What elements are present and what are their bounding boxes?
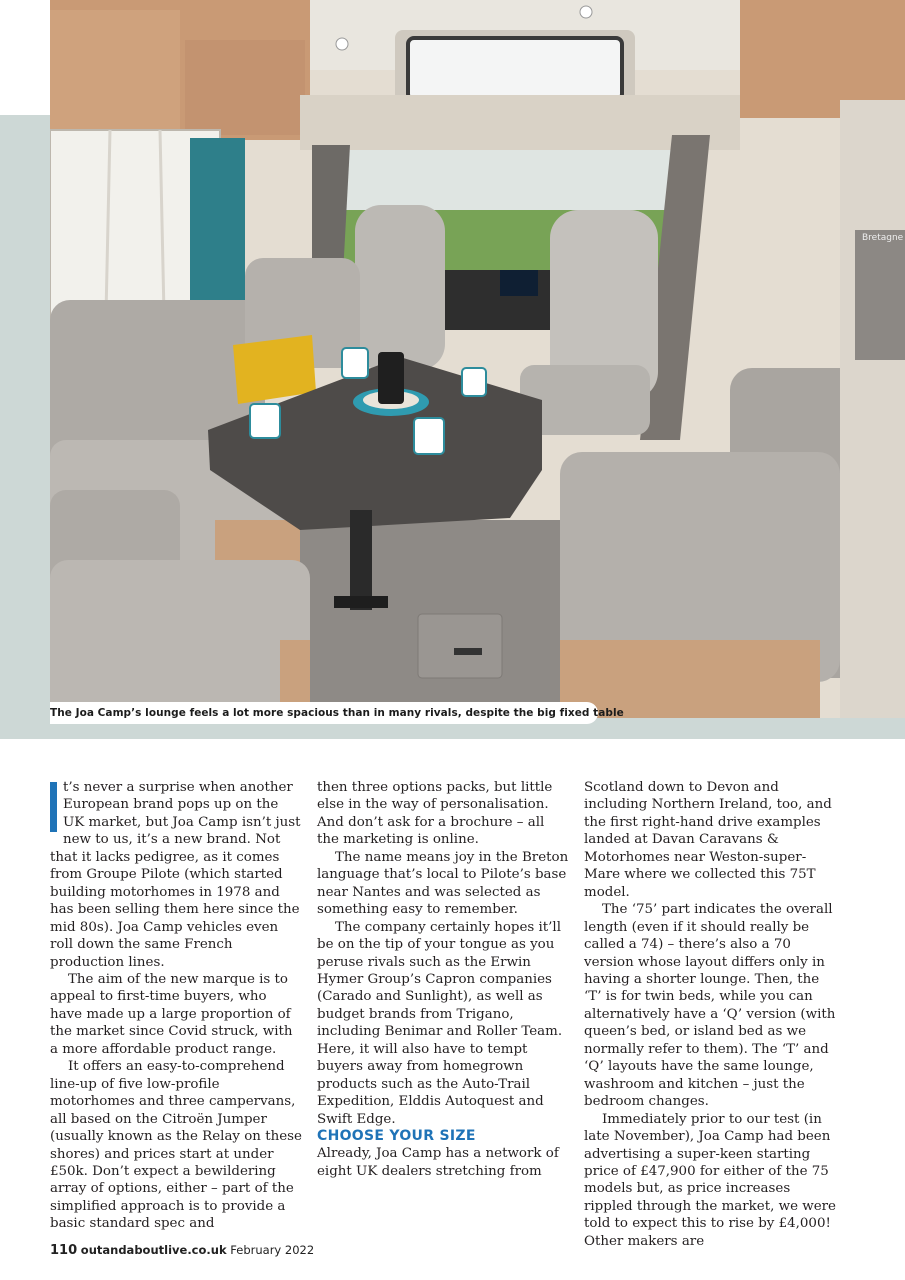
lounge-illustration	[50, 0, 905, 718]
page-footer	[50, 1243, 314, 1258]
paragraph: Already, Joa Camp has a network of eight UK dealers stretching from	[317, 1146, 559, 1179]
paragraph: The company certainly hopes it’ll be on the tip of your tongue as you peruse rivals such as the Erwin Hymer Group’s Capron companies (Carado and Sunlight), as well as budget brands from Trigano, including Benimar and Roller Team. Here, it will also have to tempt buyers away from homegrown products such as the Auto-Trail Expedition, Elddis Autoquest and Swift Edge.	[317, 919, 563, 1127]
paragraph: It offers an easy-to-comprehend line-up of five low-profile motorhomes and three campervans, all based on the Citroën Jumper (usually known as the Relay on these shores) and prices start at under £50k. Don’t expect a bewildering array of options, either – part of the simplified approach is to provide a basic standard spec and	[50, 1059, 302, 1232]
book-spine-text: Bretagne	[862, 233, 904, 243]
page-number: 110	[50, 1243, 78, 1258]
lounge-photo	[50, 0, 905, 718]
paragraph: The aim of the new marque is to appeal to first-time buyers, who have made up a large proportion of the market since Covid struck, with a more affordable product range.	[50, 971, 293, 1057]
paragraph: t’s never a surprise when another European brand pops up on the UK market, but Joa Camp isn’t just new to us, it’s a new brand. Not that it lacks pedigree, as it comes from Groupe Pilote (which started building motorhomes in 1978 and has been selling them here since the mid 80s). Joa Camp vehicles even roll down the same French production lines.	[50, 780, 301, 970]
paragraph: The ‘75’ part indicates the overall length (even if it should really be called a 74) – there’s also a 70 version whose layout differs only in having a shorter lounge. Then, the ‘T’ is for twin beds, while you can alternatively have a ‘Q’ version (with queen’s bed, or island bed as we normally refer to them). The ‘T’ and ‘Q’ layouts have the same lounge, washroom and kitchen – just the bedroom changes.	[584, 902, 836, 1110]
paragraph: The name means joy in the Breton language that’s local to Pilote’s base near Nantes and was selected as something easy to remember.	[317, 849, 569, 918]
paragraph: then three options packs, but little else in the way of personalisation. And don’t ask for a brochure – all the marketing is online.	[317, 780, 553, 848]
section-subhead: CHOOSE YOUR SIZE	[317, 1128, 476, 1145]
paragraph: Immediately prior to our test (in late November), Joa Camp had been advertising a super-keen starting price of £47,900 for either of the 75 models but, as price increases rippled through the market, we were told to expect this to rise by £4,000! Other makers are	[584, 1111, 836, 1249]
article-column-1	[50, 779, 302, 1233]
footer-issue: February 2022	[230, 1243, 315, 1257]
photo-caption: The Joa Camp’s lounge feels a lot more spacious than in many rivals, despite the big fixed table	[50, 707, 624, 719]
paragraph: Scotland down to Devon and including Northern Ireland, too, and the first right-hand drive examples landed at Davan Caravans & Motorhomes near Weston-super-Mare where we collected this 75T model.	[584, 780, 832, 900]
article-column-2	[317, 779, 569, 1180]
footer-site: outandaboutlive.co.uk	[80, 1243, 227, 1257]
article-column-3	[584, 779, 836, 1250]
drop-cap-bar	[50, 782, 57, 832]
